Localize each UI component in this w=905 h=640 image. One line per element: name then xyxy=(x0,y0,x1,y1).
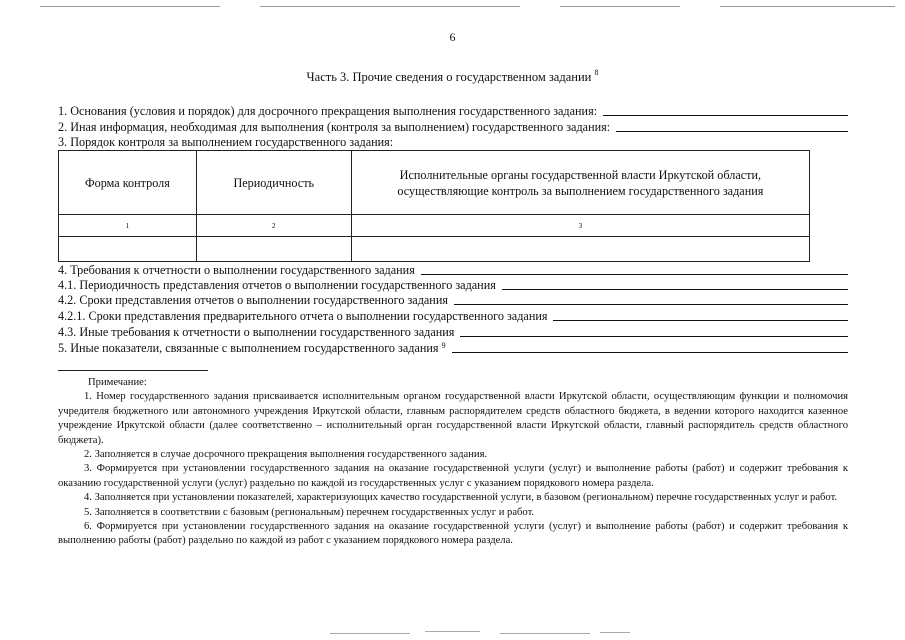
control-table-empty-row xyxy=(59,237,810,262)
item-4-3-line xyxy=(58,325,848,339)
item-1-text: 1. Основания (условия и порядок) для досрочного прекращения выполнения государственного задания: xyxy=(58,104,598,118)
part-title xyxy=(0,70,905,85)
item-4-2-fill-blank[interactable] xyxy=(454,293,848,305)
item-4-3-text: 4.3. Иные требования к отчетности о выполнении государственного задания xyxy=(58,325,455,339)
item-4-text: 4. Требования к отчетности о выполнении государственного задания xyxy=(58,263,415,277)
footnote-separator xyxy=(58,370,208,371)
item-5-text xyxy=(58,341,446,355)
note-1: 1. Номер государственного задания присваивается исполнительным органом государственной власти Иркутской области, осуществляющим функции и полномочия учредителя бюджетного или автономного учреждения Иркутской области, главным распорядителем средств областного бюджета, в ведении которого находится казенное учреждение Иркутской области (далее соответственно – исполнительный орган государственной власти Иркутской области, главный распорядитель средств областного бюджета). xyxy=(58,391,848,446)
item-5-fill-blank[interactable] xyxy=(452,341,848,353)
column-number-2: 2 xyxy=(196,215,351,237)
page-number: 6 xyxy=(449,30,456,44)
item-4-fill-blank[interactable] xyxy=(421,263,848,275)
scan-edge-top xyxy=(40,6,900,8)
item-4-line xyxy=(58,263,848,277)
item-3-line xyxy=(58,135,848,149)
item-4-2-line xyxy=(58,293,848,307)
item-5-label: 5. Иные показатели, связанные с выполнением государственного задания xyxy=(58,341,439,355)
header-control-form: Форма контроля xyxy=(59,151,197,215)
title-footnote-mark: 8 xyxy=(594,68,599,77)
item-5-footnote-mark: 9 xyxy=(441,341,446,350)
header-periodicity: Периодичность xyxy=(196,151,351,215)
empty-cell-bodies[interactable] xyxy=(351,237,809,262)
item-4-2-1-fill-blank[interactable] xyxy=(553,309,848,321)
item-4-2-1-text: 4.2.1. Сроки представления предварительного отчета о выполнении государственного задания xyxy=(58,309,548,323)
note-2: 2. Заполняется в случае досрочного прекращения выполнения государственного задания. xyxy=(84,449,488,461)
note-5: 5. Заполняется в соответствии с базовым (региональным) перечнем государственных услуг и работ. xyxy=(84,506,535,518)
item-4-1-line xyxy=(58,278,848,292)
notes-section xyxy=(58,376,848,549)
item-4-3-fill-blank[interactable] xyxy=(460,325,848,337)
item-2-line xyxy=(58,120,848,134)
item-5-line xyxy=(58,341,848,355)
scan-edge-bottom xyxy=(0,630,905,636)
item-4-2-text: 4.2. Сроки представления отчетов о выполнении государственного задания xyxy=(58,293,448,307)
item-4-1-text: 4.1. Периодичность представления отчетов о выполнении государственного задания xyxy=(58,278,496,292)
column-number-1: 1 xyxy=(59,215,197,237)
header-control-bodies: Исполнительные органы государственной власти Иркутской области, осуществляющие контроль за выполнением государственного задания xyxy=(351,151,809,215)
column-number-3: 3 xyxy=(351,215,809,237)
item-4-2-1-line xyxy=(58,309,848,323)
item-3-text: 3. Порядок контроля за выполнением государственного задания: xyxy=(58,135,394,149)
control-table xyxy=(58,150,810,262)
notes-heading: Примечание: xyxy=(88,377,147,388)
item-4-1-fill-blank[interactable] xyxy=(502,278,848,290)
note-4: 4. Заполняется при установлении показателей, характеризующих качество государственной услуги, в базовом (региональном) перечне государственных услуг и работ. xyxy=(84,492,838,504)
part-title-text: Часть 3. Прочие сведения о государственном задании xyxy=(306,70,592,84)
item-1-line xyxy=(58,104,848,118)
empty-cell-periodicity[interactable] xyxy=(196,237,351,262)
control-table-header-row xyxy=(59,151,810,215)
item-2-fill-blank[interactable] xyxy=(616,120,848,132)
item-2-text: 2. Иная информация, необходимая для выполнения (контроля за выполнением) государственного задания: xyxy=(58,120,611,134)
item-1-fill-blank[interactable] xyxy=(603,104,848,116)
note-6: 6. Формируется при установлении государственного задания на оказание государственной услуги (услуг) и выполнение работы (работ) и содержит требования к выполнению работы (работ) раздельно по каждой из работ с указанием порядкового номера раздела. xyxy=(58,521,848,547)
control-table-number-row xyxy=(59,215,810,237)
empty-cell-form[interactable] xyxy=(59,237,197,262)
note-3: 3. Формируется при установлении государственного задания на оказание государственной услуги (услуг) и выполнение работы (работ) и содержит требования к оказанию государственной услуги (услуг) раздельно по каждой из государственных услуг с указанием порядкового номера раздела. xyxy=(58,463,848,489)
